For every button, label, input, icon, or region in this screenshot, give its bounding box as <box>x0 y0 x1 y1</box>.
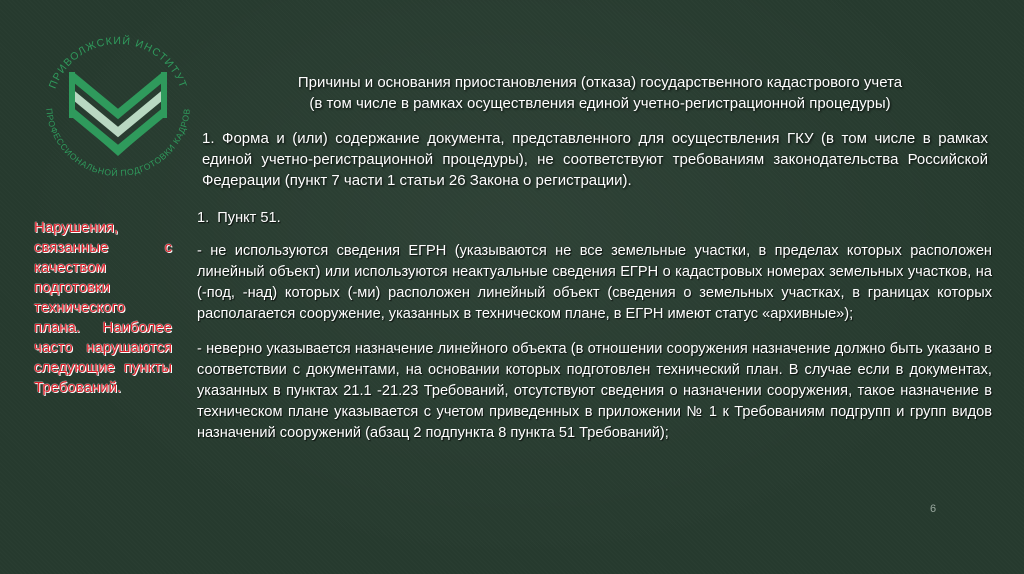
title-line-2: (в том числе в рамках осуществления единой учетно-регистрационной процедуры) <box>309 95 891 112</box>
lead-paragraph: 1. Форма и (или) содержание документа, представленного для осуществления ГКУ (в том числе в рамках единой учетно-регистрационной процедуры), не соответствуют требованиям законодательства Российской Федерации (пункт 7 части 1 статьи 26 Закона о регистрации). <box>202 130 988 189</box>
chevron-emblem-icon <box>72 72 164 152</box>
sidebar-note: Нарушения, связанные с качеством подготовки технического плана. Наиболее часто нарушаются следующие пункты Требований. <box>34 219 172 396</box>
item-number: 1. <box>197 210 210 226</box>
page-number: 6 <box>930 503 937 515</box>
paragraph-1: - не используются сведения ЕГРН (указываются не все земельные участки, в пределах которых расположен линейный объект) или используются неактуальные сведения ЕГРН о кадастровых номерах земельных участков, на (-под, -над) которых (-ми) расположен линейный объект (сведения о земельных участках, в границах которых располагается сооружение, указанных в техническом плане, в ЕГРН имеют статус «архивные»); <box>197 243 992 322</box>
slide-title <box>200 72 1000 114</box>
logo-arc-text-top: ПРИВОЛЖСКИЙ ИНСТИТУТ <box>46 34 190 91</box>
item-heading <box>197 208 992 229</box>
body-text <box>197 208 992 458</box>
institute-logo <box>28 14 208 194</box>
paragraph-2: - неверно указывается назначение линейного объекта (в отношении сооружения назначение должно быть указано в соответствии с документами, на основании которых подготовлен технический план. В случае если в документах, указанных в пунктах 21.1 -21.23 Требований, отсутствуют сведения о назначении сооружения, такое назначение в техническом плане указывается с учетом приведенных в приложении № 1 к Требованиям подгрупп и групп видов назначений сооружений (абзац 2 подпункта 8 пункта 51 Требований); <box>197 341 992 441</box>
title-line-1: Причины и основания приостановления (отказа) государственного кадастрового учета <box>297 74 903 91</box>
item-label: Пункт 51. <box>217 210 281 226</box>
logo-arc-text-bottom: ПРОФЕССИОНАЛЬНОЙ ПОДГОТОВКИ КАДРОВ <box>44 107 192 179</box>
